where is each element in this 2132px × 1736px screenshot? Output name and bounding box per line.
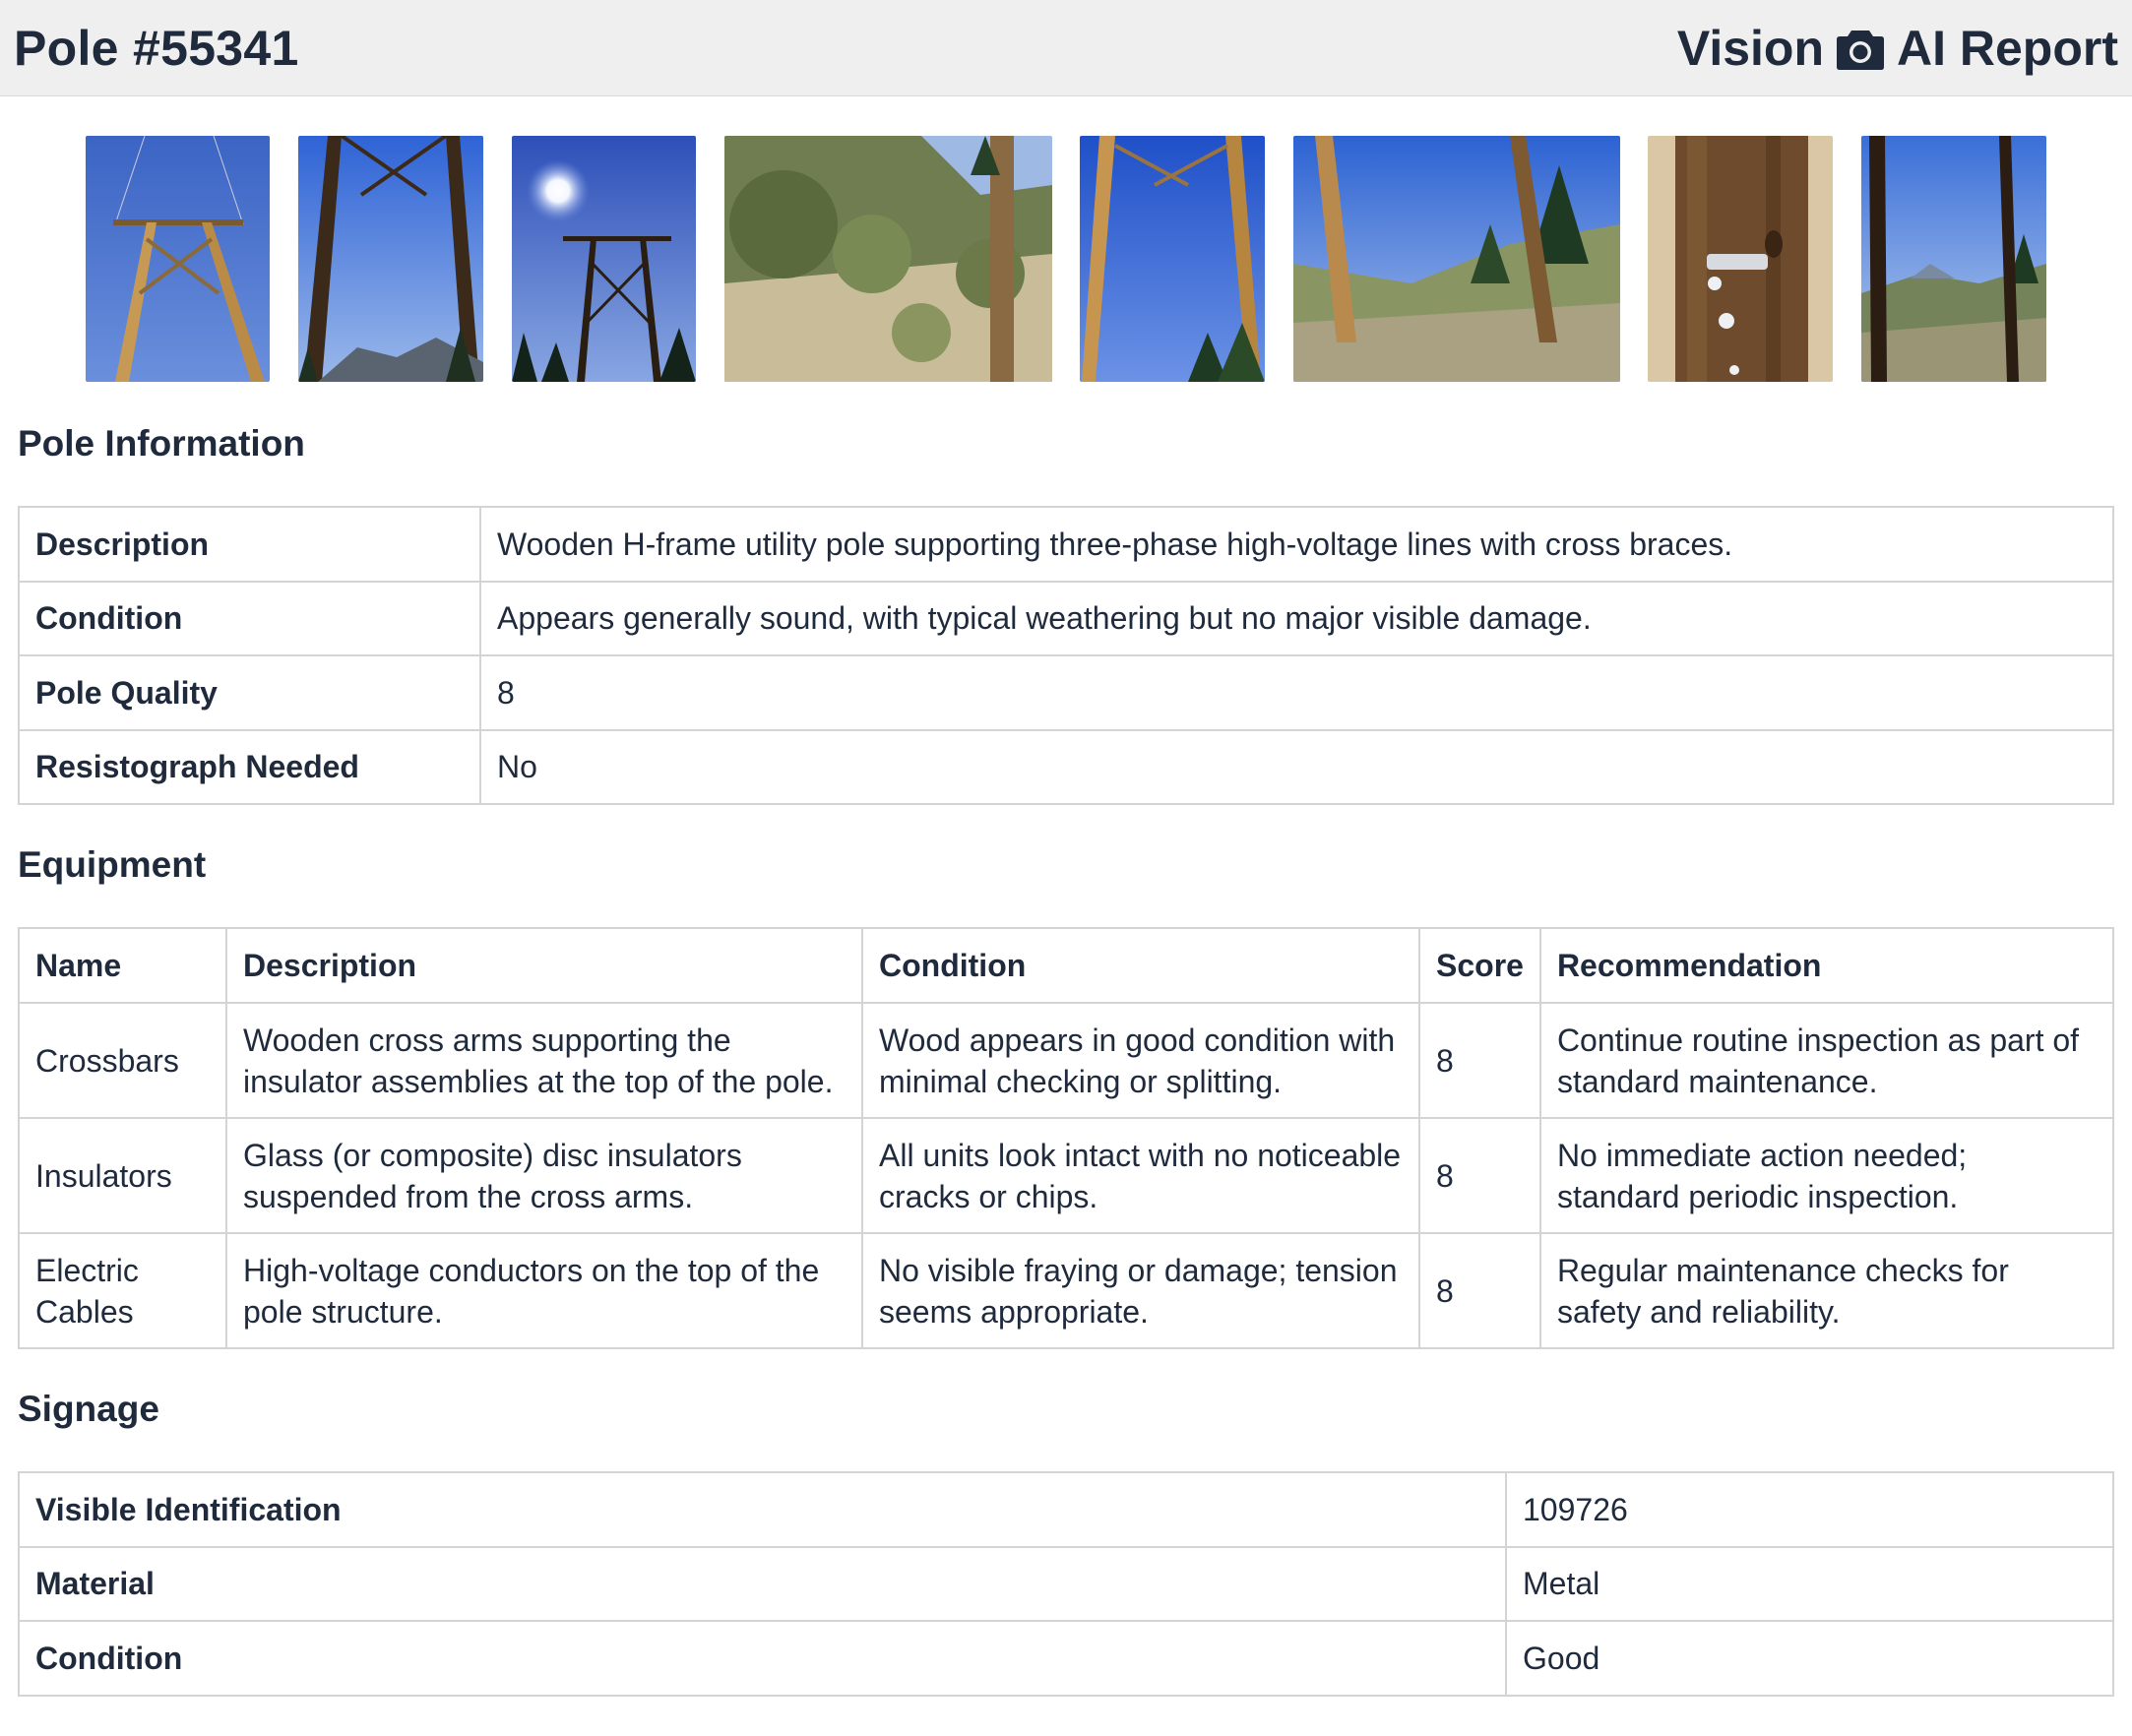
- row-label: Description: [19, 507, 480, 582]
- equipment-description: Glass (or composite) disc insulators suspended from the cross arms.: [226, 1118, 862, 1233]
- column-header-description: Description: [226, 928, 862, 1003]
- photo-image: [724, 136, 1052, 382]
- row-label: Condition: [19, 1621, 1506, 1696]
- photo-thumbnail[interactable]: [724, 136, 1052, 382]
- equipment-table: [18, 927, 2114, 1349]
- signage-table: [18, 1471, 2114, 1697]
- table-row: [19, 1621, 2113, 1696]
- photo-thumbnail[interactable]: [1861, 136, 2046, 382]
- photo-thumbnail[interactable]: [1648, 136, 1833, 382]
- brand-text-vision: Vision: [1676, 20, 1824, 76]
- pole-info-table: [18, 506, 2114, 805]
- equipment-recommendation: Regular maintenance checks for safety and reliability.: [1540, 1233, 2113, 1348]
- table-row: [19, 1547, 2113, 1622]
- equipment-score: 8: [1419, 1003, 1540, 1118]
- photo-thumbnail[interactable]: [512, 136, 696, 382]
- row-value: Appears generally sound, with typical weathering but no major visible damage.: [480, 582, 2113, 656]
- row-value: Wooden H-frame utility pole supporting three-phase high-voltage lines with cross braces.: [480, 507, 2113, 582]
- table-row: [19, 1003, 2113, 1118]
- column-header-score: Score: [1419, 928, 1540, 1003]
- table-row: [19, 1233, 2113, 1348]
- equipment-name: Insulators: [19, 1118, 226, 1233]
- brand-logo: [1677, 20, 2118, 77]
- section-title-signage: Signage: [18, 1389, 159, 1429]
- equipment-name: Crossbars: [19, 1003, 226, 1118]
- equipment-score: 8: [1419, 1233, 1540, 1348]
- photo-gallery: [0, 136, 2132, 382]
- brand-text-ai-report: AI Report: [1897, 20, 2118, 76]
- photo-image: [512, 136, 696, 382]
- row-label: Visible Identification: [19, 1472, 1506, 1547]
- equipment-condition: All units look intact with no noticeable cracks or chips.: [862, 1118, 1419, 1233]
- row-value: Good: [1506, 1621, 2113, 1696]
- photo-image: [298, 136, 483, 382]
- equipment-description: High-voltage conductors on the top of the pole structure.: [226, 1233, 862, 1348]
- photo-image: [1293, 136, 1620, 382]
- photo-image: [1861, 136, 2046, 382]
- column-header-name: Name: [19, 928, 226, 1003]
- photo-image: [1648, 136, 1833, 382]
- row-label: Condition: [19, 582, 480, 656]
- report-header: [0, 0, 2132, 96]
- table-row: [19, 507, 2113, 582]
- row-label: Resistograph Needed: [19, 730, 480, 805]
- row-label: Pole Quality: [19, 655, 480, 730]
- row-value: No: [480, 730, 2113, 805]
- row-value: Metal: [1506, 1547, 2113, 1622]
- equipment-description: Wooden cross arms supporting the insulator assemblies at the top of the pole.: [226, 1003, 862, 1118]
- photo-thumbnail[interactable]: [86, 136, 270, 382]
- table-row: [19, 655, 2113, 730]
- page-title: Pole #55341: [14, 20, 299, 76]
- row-value: 8: [480, 655, 2113, 730]
- photo-thumbnail[interactable]: [1080, 136, 1265, 382]
- column-header-condition: Condition: [862, 928, 1419, 1003]
- section-title-equipment: Equipment: [18, 844, 207, 885]
- equipment-condition: No visible fraying or damage; tension seems appropriate.: [862, 1233, 1419, 1348]
- table-header-row: [19, 928, 2113, 1003]
- table-row: [19, 1118, 2113, 1233]
- section-title-pole-info: Pole Information: [18, 423, 305, 464]
- camera-icon: [1836, 27, 1885, 70]
- photo-image: [86, 136, 270, 382]
- equipment-recommendation: Continue routine inspection as part of standard maintenance.: [1540, 1003, 2113, 1118]
- row-label: Material: [19, 1547, 1506, 1622]
- table-row: [19, 730, 2113, 805]
- equipment-recommendation: No immediate action needed; standard periodic inspection.: [1540, 1118, 2113, 1233]
- equipment-condition: Wood appears in good condition with minimal checking or splitting.: [862, 1003, 1419, 1118]
- column-header-recommendation: Recommendation: [1540, 928, 2113, 1003]
- table-row: [19, 582, 2113, 656]
- equipment-score: 8: [1419, 1118, 1540, 1233]
- photo-thumbnail[interactable]: [1293, 136, 1620, 382]
- photo-thumbnail[interactable]: [298, 136, 483, 382]
- equipment-name: Electric Cables: [19, 1233, 226, 1348]
- row-value: 109726: [1506, 1472, 2113, 1547]
- table-row: [19, 1472, 2113, 1547]
- photo-image: [1080, 136, 1265, 382]
